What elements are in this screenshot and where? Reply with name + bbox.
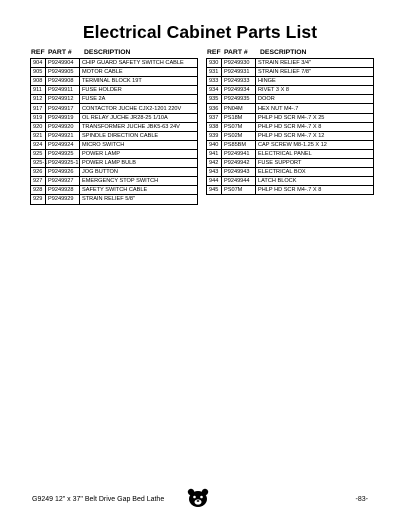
cell-description: OL RELAY JUCHE JR28-25 1/10A	[80, 113, 198, 122]
parts-table-right	[206, 58, 374, 195]
table-row	[31, 131, 198, 140]
cell-description: MOTOR CABLE	[80, 68, 198, 77]
cell-part-number: PS85BM	[222, 140, 256, 149]
cell-description: SPINDLE DIRECTION CABLE	[80, 131, 198, 140]
cell-part-number: P9249935	[222, 95, 256, 104]
cell-ref: 938	[207, 122, 222, 131]
cell-description: TRANSFORMER JUCHE JBK5-63 24V	[80, 122, 198, 131]
table-row	[207, 77, 374, 86]
cell-ref: 912	[31, 95, 46, 104]
cell-part-number: P9249924	[46, 140, 80, 149]
cell-ref: 944	[207, 177, 222, 186]
cell-part-number: P9249911	[46, 86, 80, 95]
cell-part-number: P9249934	[222, 86, 256, 95]
cell-ref: 917	[31, 104, 46, 113]
cell-description: FUSE 2A	[80, 95, 198, 104]
cell-part-number: P9249930	[222, 59, 256, 68]
cell-description: EMERGENCY STOP SWITCH	[80, 177, 198, 186]
cell-ref: 941	[207, 149, 222, 158]
table-row	[207, 95, 374, 104]
cell-ref: 926	[31, 168, 46, 177]
parts-column-right	[206, 48, 374, 205]
table-row	[31, 140, 198, 149]
table-row	[31, 86, 198, 95]
cell-ref: 930	[207, 59, 222, 68]
cell-part-number: P9249905	[46, 68, 80, 77]
cell-description: SAFETY SWITCH CABLE	[80, 186, 198, 195]
cell-description: ELECTRICAL BOX	[256, 168, 374, 177]
table-row	[207, 68, 374, 77]
cell-description: CAP SCREW M8-1.25 X 12	[256, 140, 374, 149]
parts-table-left	[30, 58, 198, 205]
cell-part-number: P9249904	[46, 59, 80, 68]
cell-ref: 925-1	[31, 159, 46, 168]
cell-description: HINGE	[256, 77, 374, 86]
cell-part-number: P9249928	[46, 186, 80, 195]
cell-description: FUSE HOLDER	[80, 86, 198, 95]
parts-column-left	[30, 48, 198, 205]
cell-description: CONTACTOR JUCHE CJX2-1201 220V	[80, 104, 198, 113]
table-row	[31, 95, 198, 104]
table-row	[207, 122, 374, 131]
cell-ref: 908	[31, 77, 46, 86]
cell-part-number: P9249929	[46, 195, 80, 204]
table-row	[31, 177, 198, 186]
cell-description: DOOR	[256, 95, 374, 104]
table-row	[31, 104, 198, 113]
table-row	[207, 86, 374, 95]
cell-part-number: PS18M	[222, 113, 256, 122]
cell-part-number: P9249944	[222, 177, 256, 186]
table-row	[31, 149, 198, 158]
cell-description: PHLP HD SCR M4-.7 X 12	[256, 131, 374, 140]
cell-ref: 921	[31, 131, 46, 140]
cell-part-number: P9249925-1	[46, 159, 80, 168]
cell-part-number: P9249925	[46, 149, 80, 158]
header-description: DESCRIPTION	[260, 49, 307, 56]
table-row	[207, 186, 374, 195]
header-ref: REF	[207, 49, 221, 56]
cell-ref: 934	[207, 86, 222, 95]
cell-description: TERMINAL BLOCK 19T	[80, 77, 198, 86]
table-row	[207, 113, 374, 122]
cell-ref: 945	[207, 186, 222, 195]
header-ref: REF	[31, 49, 45, 56]
cell-description: PHLP HD SCR M4-.7 X 8	[256, 186, 374, 195]
cell-ref: 928	[31, 186, 46, 195]
cell-ref: 933	[207, 77, 222, 86]
cell-description: STRAIN RELIEF 3/4"	[256, 59, 374, 68]
cell-ref: 911	[31, 86, 46, 95]
footer-model: G9249 12" x 37" Belt Drive Gap Bed Lathe	[32, 496, 165, 503]
table-row	[31, 77, 198, 86]
cell-part-number: P9249920	[46, 122, 80, 131]
table-row	[31, 68, 198, 77]
cell-description: FUSE SUPPORT	[256, 159, 374, 168]
cell-description: POWER LAMP	[80, 149, 198, 158]
cell-ref: 943	[207, 168, 222, 177]
cell-ref: 924	[31, 140, 46, 149]
cell-part-number: P9249942	[222, 159, 256, 168]
cell-ref: 919	[31, 113, 46, 122]
cell-ref: 940	[207, 140, 222, 149]
cell-ref: 942	[207, 159, 222, 168]
cell-ref: 925	[31, 149, 46, 158]
table-row	[207, 177, 374, 186]
cell-ref: 937	[207, 113, 222, 122]
table-row	[31, 186, 198, 195]
cell-ref: 939	[207, 131, 222, 140]
cell-part-number: P9249941	[222, 149, 256, 158]
cell-ref: 905	[31, 68, 46, 77]
cell-description: LATCH BLOCK	[256, 177, 374, 186]
cell-part-number: P9249933	[222, 77, 256, 86]
cell-part-number: P9249917	[46, 104, 80, 113]
header-description: DESCRIPTION	[84, 49, 131, 56]
cell-part-number: PS07M	[222, 122, 256, 131]
table-header-left	[30, 48, 198, 58]
page-title: Electrical Cabinet Parts List	[82, 22, 318, 42]
header-part: PART #	[224, 49, 248, 56]
cell-part-number: PS02M	[222, 131, 256, 140]
cell-ref: 936	[207, 104, 222, 113]
cell-part-number: P9249926	[46, 168, 80, 177]
table-row	[31, 113, 198, 122]
header-part: PART #	[48, 49, 72, 56]
table-row	[31, 195, 198, 204]
cell-part-number: P9249908	[46, 77, 80, 86]
parts-tables	[30, 48, 374, 205]
cell-description: CHIP GUARD SAFETY SWITCH CABLE	[80, 59, 198, 68]
table-row	[207, 159, 374, 168]
cell-description: HEX NUT M4-.7	[256, 104, 374, 113]
table-row	[207, 131, 374, 140]
cell-ref: 920	[31, 122, 46, 131]
cell-part-number: PS07M	[222, 186, 256, 195]
table-row	[31, 168, 198, 177]
cell-description: ELECTRICAL PANEL	[256, 149, 374, 158]
cell-part-number: P9249927	[46, 177, 80, 186]
table-header-right	[206, 48, 374, 58]
cell-part-number: PN04M	[222, 104, 256, 113]
cell-ref: 931	[207, 68, 222, 77]
grizzly-bear-logo-icon	[186, 488, 210, 508]
cell-description: STRAIN RELIEF 5/8"	[80, 195, 198, 204]
cell-description: PHLP HD SCR M4-.7 X 8	[256, 122, 374, 131]
table-row	[207, 59, 374, 68]
cell-description: STRAIN RELIEF 7/8"	[256, 68, 374, 77]
cell-description: MICRO SWITCH	[80, 140, 198, 149]
cell-description: POWER LAMP BULB	[80, 159, 198, 168]
cell-ref: 904	[31, 59, 46, 68]
cell-ref: 935	[207, 95, 222, 104]
table-row	[207, 149, 374, 158]
cell-description: PHLP HD SCR M4-.7 X 25	[256, 113, 374, 122]
table-row	[31, 159, 198, 168]
cell-part-number: P9249919	[46, 113, 80, 122]
table-row	[207, 104, 374, 113]
table-row	[31, 122, 198, 131]
cell-part-number: P9249943	[222, 168, 256, 177]
cell-description: RIVET 3 X 8	[256, 86, 374, 95]
cell-ref: 929	[31, 195, 46, 204]
cell-part-number: P9249931	[222, 68, 256, 77]
table-row	[31, 59, 198, 68]
cell-description: JOG BUTTON	[80, 168, 198, 177]
cell-part-number: P9249921	[46, 131, 80, 140]
table-row	[207, 140, 374, 149]
cell-ref: 927	[31, 177, 46, 186]
table-row	[207, 168, 374, 177]
cell-part-number: P9249912	[46, 95, 80, 104]
page-number: -83-	[355, 496, 368, 503]
